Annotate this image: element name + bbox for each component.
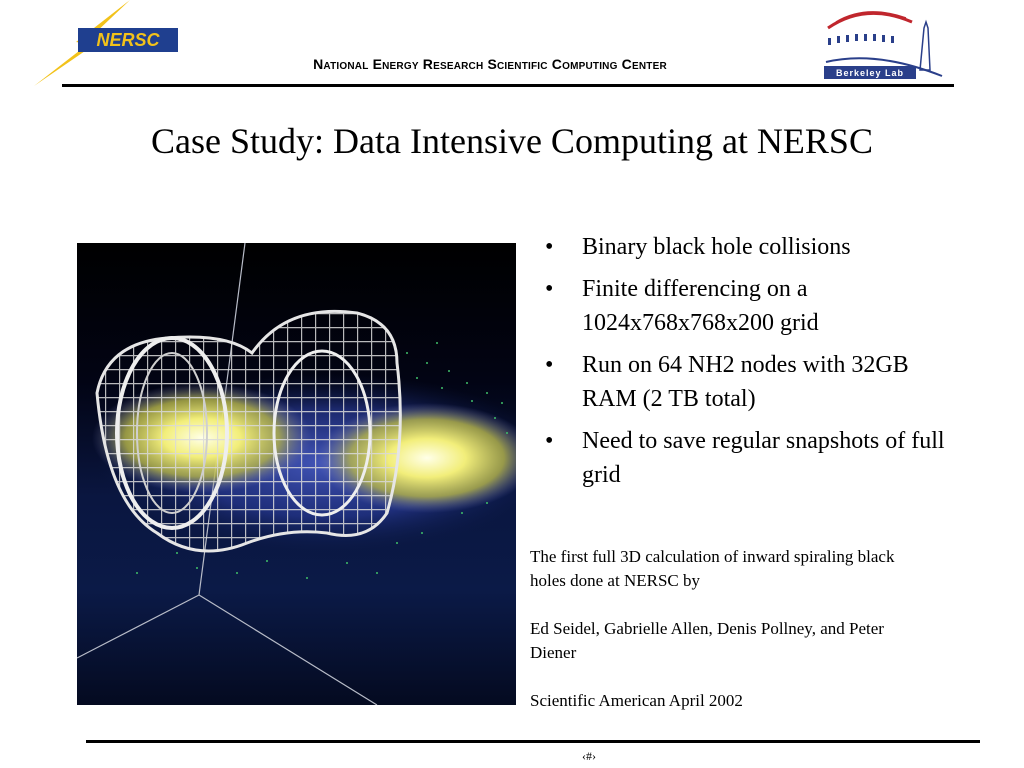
nersc-logo <box>30 0 190 90</box>
bullet-text: Finite differencing on a 1024x768x768x200 grid <box>582 276 819 336</box>
bullet-text: Need to save regular snapshots of full grid <box>582 428 945 488</box>
bullet-item <box>545 348 965 416</box>
bullet-list <box>545 230 965 500</box>
campanile-tower-icon <box>920 22 930 70</box>
footer-divider <box>86 740 980 743</box>
organization-name: National Energy Research Scientific Computing Center <box>313 56 667 72</box>
image-caption <box>530 545 910 737</box>
bullet-dot: • <box>545 352 554 378</box>
bullet-item <box>545 230 965 264</box>
lab-name-text: Berkeley Lab <box>835 68 905 78</box>
bullet-dot: • <box>545 276 554 302</box>
slide-number: ‹#› <box>582 749 596 763</box>
caption-source: Scientific American April 2002 <box>530 691 743 710</box>
nersc-logo-text: NERSC <box>96 30 160 50</box>
berkeley-lab-logo <box>816 4 948 84</box>
bullet-dot: • <box>545 234 554 260</box>
caption-authors: Ed Seidel, Gabrielle Allen, Denis Pollney, and Peter Diener <box>530 619 884 662</box>
lab-building-icon <box>828 34 894 45</box>
bullet-item <box>545 272 965 340</box>
caption-description: The first full 3D calculation of inward spiraling black holes done at NERSC by <box>530 547 895 590</box>
bullet-text: Run on 64 NH2 nodes with 32GB RAM (2 TB total) <box>582 352 909 412</box>
header-divider <box>62 84 954 87</box>
bullet-dot: • <box>545 428 554 454</box>
bullet-text: Binary black hole collisions <box>582 234 851 260</box>
slide-title: Case Study: Data Intensive Computing at NERSC <box>151 121 873 161</box>
bullet-item <box>545 424 965 492</box>
black-hole-visualization <box>77 243 516 705</box>
